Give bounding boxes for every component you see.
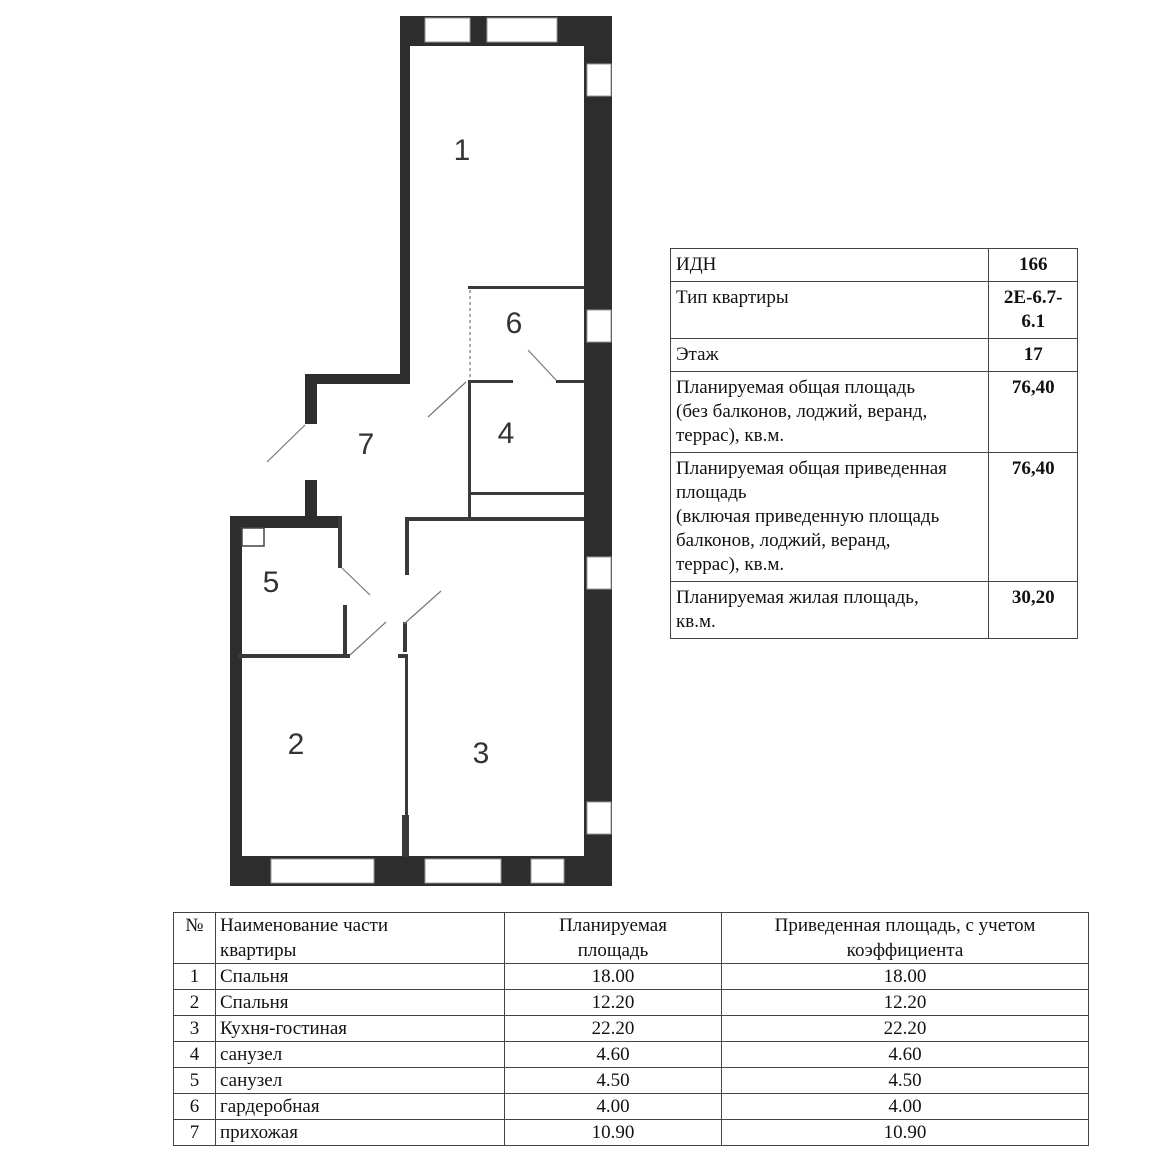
table-row bbox=[174, 1016, 1089, 1042]
table-row bbox=[174, 964, 1089, 990]
row-name: Кухня-гостиная bbox=[216, 1016, 505, 1042]
info-row-type bbox=[671, 282, 1078, 339]
info-value: 17 bbox=[989, 339, 1078, 372]
row-reduced-area: 10.90 bbox=[722, 1120, 1089, 1146]
room-label-5: 5 bbox=[262, 566, 280, 599]
info-value: 166 bbox=[989, 249, 1078, 282]
shaft-box bbox=[242, 528, 264, 546]
floor-plan bbox=[0, 0, 640, 900]
table-row bbox=[174, 1042, 1089, 1068]
room-label-4: 4 bbox=[497, 417, 515, 450]
info-row-idn bbox=[671, 249, 1078, 282]
row-number: 5 bbox=[174, 1068, 216, 1094]
info-label: Планируемая общая приведенная площадь (включая приведенную площадь балконов, лоджий, веранд, террас), кв.м. bbox=[671, 453, 989, 582]
partitions bbox=[238, 286, 584, 857]
row-name: Спальня bbox=[216, 964, 505, 990]
row-name: санузел bbox=[216, 1042, 505, 1068]
row-number: 3 bbox=[174, 1016, 216, 1042]
table-row bbox=[174, 1120, 1089, 1146]
table-row bbox=[174, 1094, 1089, 1120]
info-label: ИДН bbox=[671, 249, 989, 282]
info-label: Этаж bbox=[671, 339, 989, 372]
row-reduced-area: 22.20 bbox=[722, 1016, 1089, 1042]
info-label: Планируемая общая площадь (без балконов, лоджий, веранд, террас), кв.м. bbox=[671, 372, 989, 453]
row-planned-area: 4.60 bbox=[505, 1042, 722, 1068]
room-label-3: 3 bbox=[472, 737, 490, 770]
header-reduced-area: Приведенная площадь, с учетом коэффициента bbox=[722, 913, 1089, 964]
header-name: Наименование части квартиры bbox=[216, 913, 505, 964]
row-planned-area: 10.90 bbox=[505, 1120, 722, 1146]
apartment-info-table bbox=[670, 248, 1078, 639]
info-value: 2E-6.7- 6.1 bbox=[989, 282, 1078, 339]
rooms-table-header bbox=[174, 913, 1089, 964]
row-reduced-area: 4.00 bbox=[722, 1094, 1089, 1120]
info-row-total-area bbox=[671, 372, 1078, 453]
info-row-floor bbox=[671, 339, 1078, 372]
windows bbox=[271, 18, 611, 883]
row-planned-area: 4.00 bbox=[505, 1094, 722, 1120]
info-value: 76,40 bbox=[989, 453, 1078, 582]
table-row bbox=[174, 1068, 1089, 1094]
room-label-2: 2 bbox=[287, 728, 305, 761]
info-value: 30,20 bbox=[989, 582, 1078, 639]
row-reduced-area: 18.00 bbox=[722, 964, 1089, 990]
door-swings bbox=[267, 290, 556, 655]
info-label: Планируемая жилая площадь, кв.м. bbox=[671, 582, 989, 639]
row-name: санузел bbox=[216, 1068, 505, 1094]
room-label-7: 7 bbox=[357, 428, 375, 461]
row-reduced-area: 12.20 bbox=[722, 990, 1089, 1016]
room-label-1: 1 bbox=[453, 134, 471, 167]
row-number: 7 bbox=[174, 1120, 216, 1146]
info-value: 76,40 bbox=[989, 372, 1078, 453]
row-planned-area: 22.20 bbox=[505, 1016, 722, 1042]
row-name: прихожая bbox=[216, 1120, 505, 1146]
header-number: № bbox=[174, 913, 216, 964]
room-label-6: 6 bbox=[505, 307, 523, 340]
row-number: 6 bbox=[174, 1094, 216, 1120]
table-row bbox=[174, 990, 1089, 1016]
row-number: 2 bbox=[174, 990, 216, 1016]
rooms-table bbox=[173, 912, 1089, 1146]
row-number: 1 bbox=[174, 964, 216, 990]
row-name: гардеробная bbox=[216, 1094, 505, 1120]
info-row-reduced-area bbox=[671, 453, 1078, 582]
row-reduced-area: 4.50 bbox=[722, 1068, 1089, 1094]
row-planned-area: 4.50 bbox=[505, 1068, 722, 1094]
row-planned-area: 18.00 bbox=[505, 964, 722, 990]
info-label: Тип квартиры bbox=[671, 282, 989, 339]
header-planned-area: Планируемая площадь bbox=[505, 913, 722, 964]
row-planned-area: 12.20 bbox=[505, 990, 722, 1016]
info-row-living-area bbox=[671, 582, 1078, 639]
row-reduced-area: 4.60 bbox=[722, 1042, 1089, 1068]
row-number: 4 bbox=[174, 1042, 216, 1068]
row-name: Спальня bbox=[216, 990, 505, 1016]
